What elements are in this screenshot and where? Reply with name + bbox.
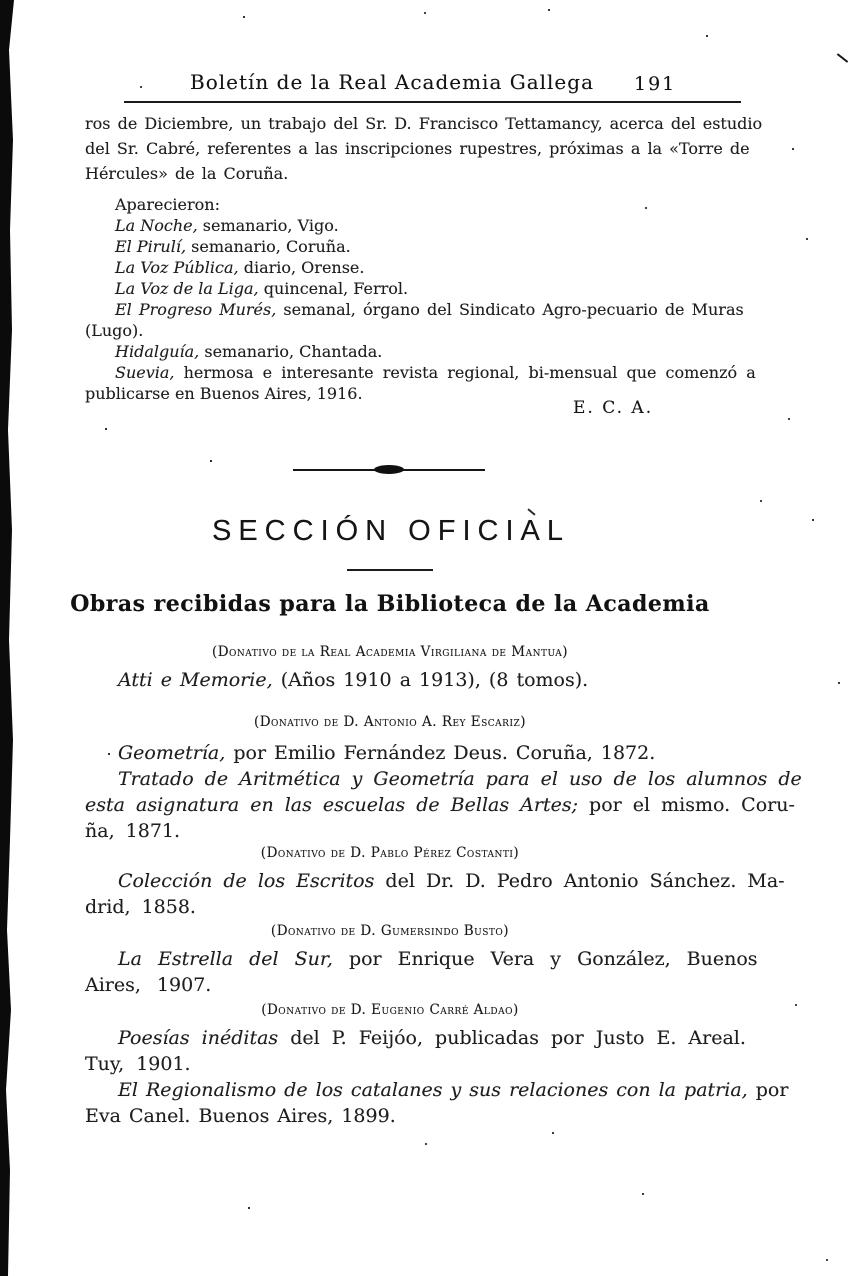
periodical-la-voz-de-la-liga	[85, 278, 775, 299]
section-divider-ornament	[293, 464, 485, 476]
book-details: por Enrique Vera y González, Buenos	[332, 948, 758, 970]
aparecieron-label: Aparecieron:	[115, 195, 220, 214]
periodical-details: quincenal, Ferrol.	[258, 279, 409, 298]
book-title: esta asignatura en las escuelas de Bellas Artes;	[85, 794, 578, 816]
entry-line: Eva Canel. Buenos Aires, 1899.	[85, 1105, 396, 1127]
entry-tratado	[85, 766, 802, 844]
periodical-el-progreso	[85, 299, 775, 320]
entry-coleccion	[85, 868, 785, 920]
book-title: Tratado de Aritmética y Geometría para el uso de los alumnos de	[118, 768, 802, 790]
section-title-rule	[347, 569, 433, 571]
intro-paragraph	[85, 111, 775, 186]
scan-binding-edge	[0, 0, 16, 1276]
book-title: Colección de los Escritos	[118, 870, 375, 892]
periodical-details: semanario, Vigo.	[197, 216, 339, 235]
scan-noise-speckles	[0, 0, 2, 2]
book-details: del Dr. D. Pedro Antonio Sánchez. Ma-	[374, 870, 785, 892]
page-number: 191	[634, 73, 677, 95]
entry-line	[85, 1025, 775, 1051]
intro-line: del Sr. Cabré, referentes a las inscripciones rupestres, próximas a la «Torre de	[85, 139, 750, 158]
book-title: Atti e Memorie,	[118, 669, 273, 691]
book-details: por el mismo. Coru-	[578, 794, 795, 816]
periodical-title: La Voz de la Liga,	[115, 279, 259, 298]
periodical-title: Hidalguía,	[115, 342, 200, 361]
donation-label-carre-aldao: (Donativo de D. Eugenio Carré Aldao)	[261, 1002, 519, 1018]
entry-line: Aires, 1907.	[85, 974, 212, 996]
journal-title: Boletín de la Real Academia Gallega	[190, 70, 594, 94]
periodical-el-progreso-carry: (Lugo).	[85, 321, 144, 340]
entry-geometria	[85, 740, 775, 766]
periodical-el-piruli	[85, 236, 775, 257]
periodical-suevia-carry: publicarse en Buenos Aires, 1916.	[85, 384, 363, 403]
entry-line: Tuy, 1901.	[85, 1053, 191, 1075]
entry-line	[85, 946, 775, 972]
periodical-title: La Noche,	[115, 216, 198, 235]
divider-diamond	[374, 465, 404, 474]
book-title: Geometría,	[118, 742, 226, 764]
donation-label-mantua: (Donativo de la Real Academia Virgiliana de Mantua)	[211, 644, 569, 660]
donation-label-gumersindo-busto: (Donativo de D. Gumersindo Busto)	[270, 923, 510, 939]
book-details: (Años 1910 a 1913), (8 tomos).	[272, 669, 589, 691]
book-title: El Regionalismo de los catalanes y sus relaciones con la patria,	[118, 1079, 748, 1101]
entry-atti-e-memorie	[85, 667, 775, 693]
entry-regionalismo	[85, 1077, 789, 1129]
entry-line	[85, 1077, 789, 1103]
periodical-la-noche	[85, 215, 775, 236]
periodicals-list	[85, 194, 775, 404]
author-initials: E. C. A.	[573, 398, 654, 418]
periodical-details: semanario, Chantada.	[199, 342, 383, 361]
header-rule	[124, 101, 741, 103]
entry-estrella-del-sur	[85, 946, 775, 998]
periodical-details: diario, Orense.	[238, 258, 365, 277]
periodical-details: semanario, Coruña.	[186, 237, 351, 256]
periodical-details: semanal, órgano del Sindicato Agro-pecuario de Muras	[276, 300, 744, 319]
entry-line	[85, 667, 775, 693]
book-title: Poesías inéditas	[118, 1027, 279, 1049]
entry-poesias-ineditas	[85, 1025, 775, 1077]
entry-line	[85, 740, 775, 766]
book-details: por	[747, 1079, 789, 1101]
scan-scratch-mark	[837, 53, 848, 63]
periodical-title: El Progreso Murés,	[115, 300, 277, 319]
book-title: La Estrella del Sur,	[118, 948, 333, 970]
periodical-details: hermosa e interesante revista regional, bi-mensual que comenzó a	[174, 363, 756, 382]
section-title: SECCIÓN OFICIAL	[212, 515, 570, 547]
entry-line	[85, 792, 795, 818]
book-details: del P. Feijóo, publicadas por Justo E. Areal.	[278, 1027, 746, 1049]
periodical-hidalguia	[85, 341, 775, 362]
periodical-title: La Voz Pública,	[115, 258, 239, 277]
periodical-suevia	[85, 362, 775, 383]
entry-line: drid, 1858.	[85, 896, 196, 918]
donation-label-rey-escariz: (Donativo de D. Antonio A. Rey Escariz)	[253, 714, 527, 730]
donation-label-perez-costanti: (Donativo de D. Pablo Pérez Costanti)	[260, 845, 520, 861]
periodical-title: El Pirulí,	[115, 237, 187, 256]
intro-line: Hércules» de la Coruña.	[85, 164, 289, 183]
periodical-la-voz-publica	[85, 257, 775, 278]
entry-line: ña, 1871.	[85, 820, 181, 842]
intro-line: ros de Diciembre, un trabajo del Sr. D. Francisco Tettamancy, acerca del estudio	[85, 114, 763, 133]
entry-line	[85, 766, 802, 792]
entry-line	[85, 868, 785, 894]
works-received-heading: Obras recibidas para la Biblioteca de la Academia	[70, 591, 710, 617]
book-details: por Emilio Fernández Deus. Coruña, 1872.	[225, 742, 656, 764]
periodical-title: Suevia,	[115, 363, 175, 382]
